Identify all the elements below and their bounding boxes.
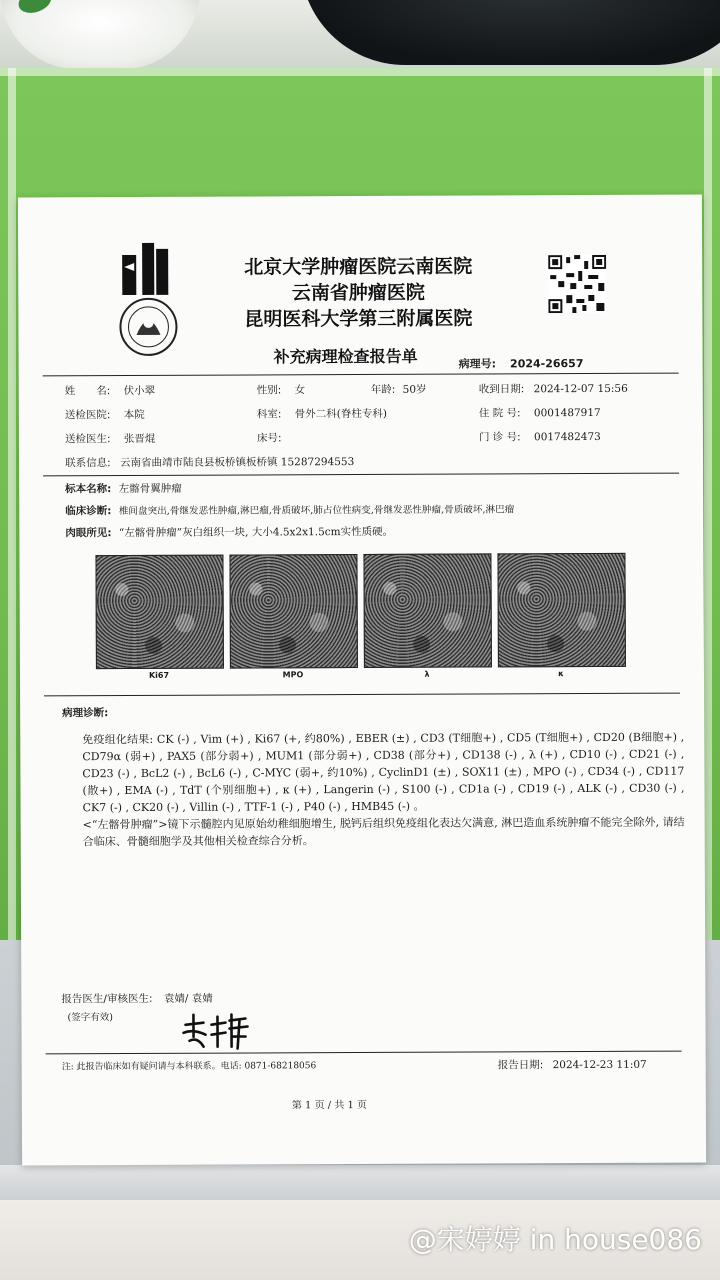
pathology-number-label: 病理号: xyxy=(458,357,497,371)
watermark: @宋婷婷 in house086 xyxy=(408,1223,702,1256)
hospital-name-line: 云南省肿瘤医院 xyxy=(291,281,425,305)
clinical-label: 临床诊断: xyxy=(65,505,112,518)
send-doctor-value: 张晋焜 xyxy=(123,432,156,446)
report-title: 补充病理检查报告单 xyxy=(273,346,418,367)
report-doctors-label: 报告医生/审核医生: xyxy=(61,992,153,1006)
patient-name-value: 伏小翠 xyxy=(123,384,156,398)
ihc-results: 免疫组化结果: CK (-) , Vim (+) , Ki67 (+, 约80%) , EBER (±) , CD3 (T细胞+) , CD5 (T细胞+) , CD20 (B细胞+) , CD79α (弱+) , PAX5 (部分弱+) , MUM1 (部分弱+) , CD38 (部分+) , CD138 (-) , λ (+) , CD10 (-) , CD21 (-) , CD23 (-) , BcL2 (-) , BcL6 (-) , C-MYC (弱+, 约10%) , CyclinD1 (±) , SOX11 (±) , MPO (-) , CD34 (-) , CD117 (散+) , EMA (-) , TdT (个别细胞+) , κ (+) , Langerin (-) , S100 (-) , CD1a (-) , CD19 (-) , ALK (-) , CD30 (-) , CK7 (-) , CK20 (-) , Villin (-) , TTF-1 (-) , P40 (-) , HMB45 (-) 。 xyxy=(82,730,685,815)
patient-name xyxy=(65,383,155,398)
diagnosis-label: 病理诊断: xyxy=(62,707,109,720)
contact-info xyxy=(65,454,354,470)
micrograph-caption: κ xyxy=(558,669,564,679)
specimen-value: 左髂骨翼肿瘤 xyxy=(118,482,182,496)
micrograph-mpo xyxy=(229,554,357,669)
department-value: 骨外二科(脊柱专科) xyxy=(294,407,387,421)
report-doctors xyxy=(61,991,212,1007)
pathology-number xyxy=(459,355,598,372)
received-label: 收到日期: xyxy=(478,383,525,396)
micrograph-lambda xyxy=(363,553,491,668)
department-label: 科室: xyxy=(256,408,282,421)
sex-label: 性别: xyxy=(256,384,282,397)
mat-stripe xyxy=(704,68,712,968)
hospital-logo-icon xyxy=(120,241,170,299)
gross-value: “左髂骨肿瘤”灰白组织一块, 大小4.5x2x1.5cm实性质硬。 xyxy=(118,525,394,540)
hospital-seal-icon xyxy=(118,297,178,357)
micrograph-caption: Ki67 xyxy=(148,670,170,680)
age-value: 50岁 xyxy=(402,383,427,396)
specimen-label: 标本名称: xyxy=(65,483,112,496)
sex-value: 女 xyxy=(294,384,306,397)
outpatient-value: 0017482473 xyxy=(533,430,601,444)
send-hospital-label: 送检医院: xyxy=(64,409,111,422)
hospital-name-line: 昆明医科大学第三附属医院 xyxy=(244,307,473,331)
qr-code-icon xyxy=(548,255,606,313)
bed-label: 床号: xyxy=(256,432,282,445)
hospital-names xyxy=(198,253,518,332)
clinical-diagnosis xyxy=(65,501,514,518)
outpatient-number xyxy=(479,429,601,445)
micrograph-caption: MPO xyxy=(282,670,304,680)
send-hospital-value: 本院 xyxy=(123,408,145,422)
age-label: 年龄: xyxy=(370,383,396,396)
patient-rule xyxy=(43,473,679,477)
send-hospital xyxy=(65,407,145,422)
page-number: 第 1 页 / 共 1 页 xyxy=(291,1099,368,1112)
cup-leaf-decoration xyxy=(15,0,54,17)
patient-name-label: 姓 名: xyxy=(64,385,111,398)
micrograph-kappa xyxy=(497,553,625,668)
micrograph-ki67 xyxy=(95,555,223,670)
clinical-value: 椎间盘突出,骨继发恶性肿瘤,淋巴瘤,骨质破坏,肺占位性病变,骨继发恶性肿瘤,骨质破坏,淋巴瘤 xyxy=(118,504,515,518)
contact-label: 联系信息: xyxy=(65,457,111,470)
tray-edge xyxy=(0,1165,720,1205)
report-doctors-value: 袁婧/ 袁婧 xyxy=(163,992,213,1005)
diagnosis-conclusion: <“左髂骨肿瘤”>镜下示髓腔内见原始幼稚细胞增生, 脱钙后组织免疫组化表达欠满意, 淋巴造血系统肿瘤不能完全除外, 请结合临床、骨髓细胞学及其他相关检查综合分析。 xyxy=(82,815,685,849)
patient-sex xyxy=(257,382,305,397)
footer-rule xyxy=(46,1051,682,1055)
outpatient-label: 门 诊 号: xyxy=(478,431,521,444)
mat-stripe xyxy=(0,68,720,76)
inpatient-label: 住 院 号: xyxy=(478,407,521,420)
contact-value: 云南省曲靖市陆良县板桥镇板桥镇 15287294553 xyxy=(119,456,355,470)
received-date xyxy=(479,381,628,397)
pathology-number-value: 2024-26657 xyxy=(509,357,584,371)
micrograph-caption: λ xyxy=(424,669,430,679)
report-date-value: 2024-12-23 11:07 xyxy=(552,1058,647,1072)
report-date-label: 报告日期: xyxy=(497,1059,544,1072)
received-value: 2024-12-07 15:56 xyxy=(533,382,628,396)
diagnosis-body xyxy=(82,729,685,851)
send-doctor-label: 送检医生: xyxy=(64,433,111,446)
signature-note: (签字有效) xyxy=(67,1012,113,1024)
header-rule xyxy=(43,373,679,377)
dark-lid xyxy=(300,0,720,65)
bed-number xyxy=(257,430,282,445)
handwritten-signature xyxy=(179,1006,259,1050)
gross-label: 肉眼所见: xyxy=(65,527,112,540)
send-doctor xyxy=(65,431,155,446)
hospital-name-line: 北京大学肿瘤医院云南医院 xyxy=(244,255,473,279)
gross-description xyxy=(65,524,393,540)
specimen-name xyxy=(65,481,182,497)
contact-note: 注: 此报告临床如有疑问请与本科联系。电话: 0871-68218056 xyxy=(61,1061,317,1073)
image-rule xyxy=(44,693,680,697)
mat-stripe xyxy=(8,68,16,968)
patient-age xyxy=(371,382,427,397)
report-date xyxy=(498,1057,647,1073)
inpatient-value: 0001487917 xyxy=(533,406,601,420)
diagnosis-heading xyxy=(62,705,108,720)
pathology-report-sheet xyxy=(18,195,706,1166)
department xyxy=(257,406,387,422)
inpatient-number xyxy=(479,405,601,421)
